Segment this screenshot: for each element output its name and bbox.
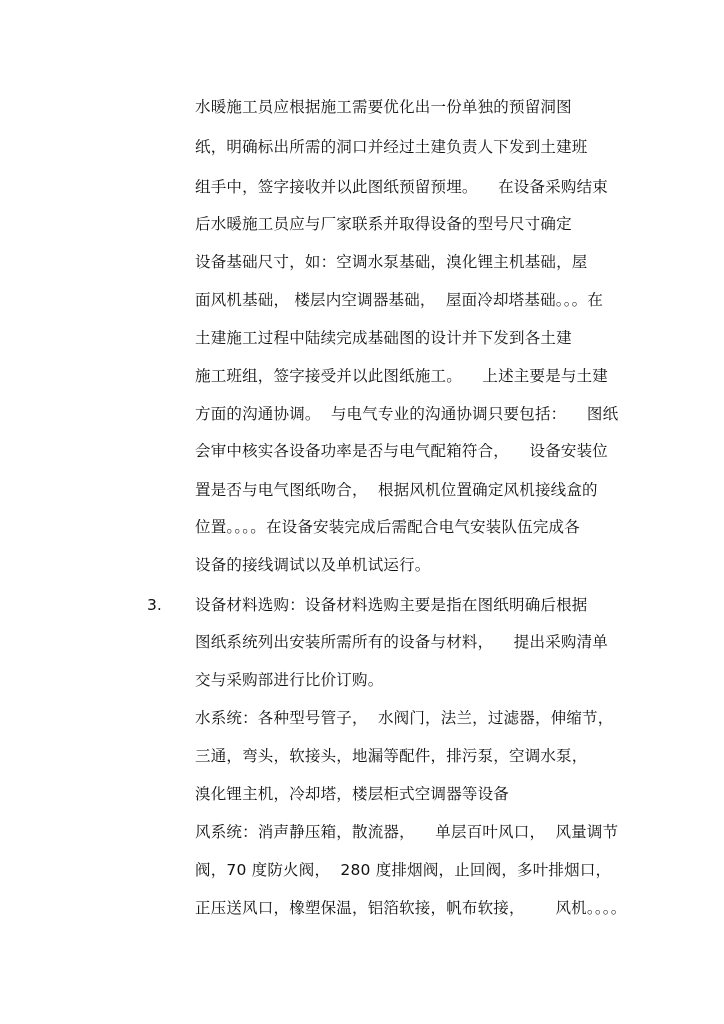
list-number: 3.: [147, 596, 162, 614]
text-line: 面风机基础， 楼层内空调器基础， 屋面冷却塔基础。。。在: [195, 291, 604, 309]
text-line: 土建施工过程中陆续完成基础图的设计并下发到各土建: [195, 329, 572, 347]
text-line: 会审中核实各设备功率是否与电气配箱符合， 设备安装位: [195, 442, 609, 460]
text-line: 方面的沟通协调。 与电气专业的沟通协调只要包括： 图纸: [195, 405, 619, 423]
text-line: 水暖施工员应根据施工需要优化出一份单独的预留洞图: [195, 98, 572, 116]
text-line: 后水暖施工员应与厂家联系并取得设备的型号尺寸确定: [195, 215, 572, 233]
text-line: 纸，明确标出所需的洞口并经过土建负责人下发到土建班: [195, 138, 588, 156]
text-line: 设备基础尺寸，如：空调水泵基础，溴化锂主机基础，屋: [195, 253, 588, 271]
text-line: 位置。。。。在设备安装完成后需配合电气安装队伍完成各: [195, 518, 580, 536]
text-line: 溴化锂主机，冷却塔，楼层柜式空调器等设备: [195, 785, 510, 803]
text-line: 设备的接线调试以及单机试运行。: [195, 556, 431, 574]
text-line: 图纸系统列出安装所需所有的设备与材料， 提出采购清单: [195, 633, 609, 651]
text-line: 正压送风口，橡塑保温，铝箔软接，帆布软接， 风机。。。。: [195, 899, 627, 917]
text-line: 组手中，签字接收并以此图纸预留预埋。 在设备采购结束: [195, 178, 609, 196]
text-line: 阀，70 度防火阀， 280 度排烟阀，止回阀，多叶排烟口，: [195, 861, 612, 879]
text-line: 水系统：各种型号管子， 水阀门，法兰，过滤器，伸缩节，: [195, 709, 614, 727]
text-line: 施工班组，签字接受并以此图纸施工。 上述主要是与土建: [195, 367, 609, 385]
text-line: 交与采购部进行比价订购。: [195, 671, 384, 689]
text-line: 三通，弯头，软接头，地漏等配件，排污泵，空调水泵，: [195, 747, 588, 765]
text-line: 设备材料选购：设备材料选购主要是指在图纸明确后根据: [195, 596, 588, 614]
text-line: 风系统：消声静压箱，散流器， 单层百叶风口， 风量调节: [195, 823, 619, 841]
text-line: 置是否与电气图纸吻合， 根据风机位置确定风机接线盒的: [195, 481, 598, 499]
